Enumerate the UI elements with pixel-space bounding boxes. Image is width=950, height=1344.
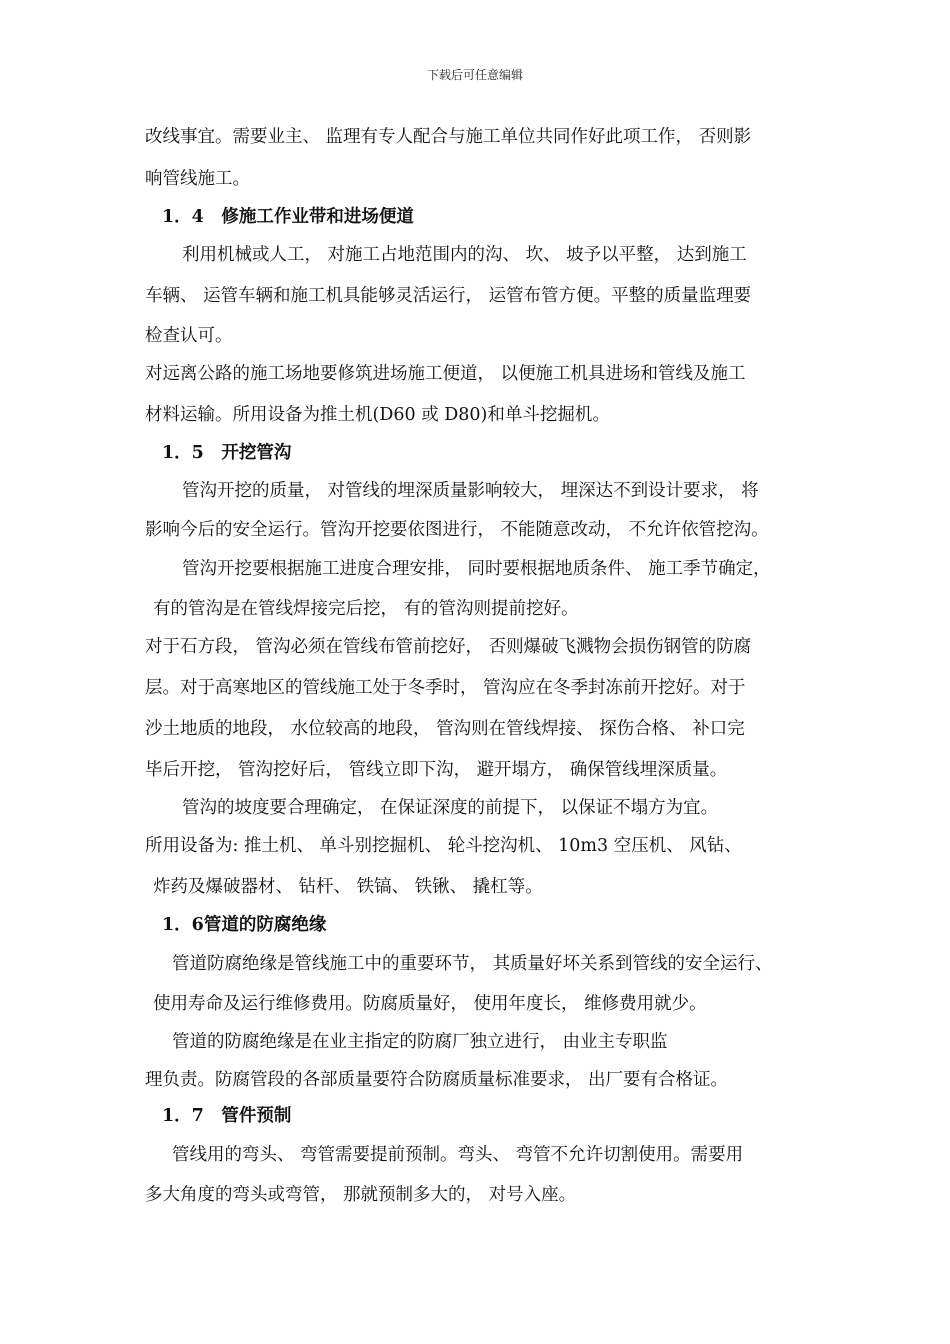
paragraph-line: 所用设备为: 推土机、 单斗别挖掘机、 轮斗挖沟机、 10m3 空压机、 风钻、 (145, 836, 742, 856)
paragraph-line: 沙土地质的地段， 水位较高的地段， 管沟则在管线焊接、 探伤合格、 补口完 (145, 719, 745, 739)
paragraph-line: 使用寿命及运行维修费用。防腐质量好， 使用年度长， 维修费用就少。 (153, 994, 707, 1014)
paragraph-line: 车辆、 运管车辆和施工机具能够灵活运行， 运管布管方便。平整的质量监理要 (145, 286, 752, 306)
paragraph-line: 材料运输。所用设备为推土机(D60 或 D80)和单斗挖掘机。 (145, 405, 610, 425)
paragraph-line: 炸药及爆破器材、 钻杆、 铁镐、 铁锹、 撬杠等。 (153, 877, 543, 897)
section-heading-1-4: 1．4 修施工作业带和进场便道 (162, 207, 414, 227)
paragraph-line: 管沟开挖的质量， 对管线的埋深质量影响较大， 埋深达不到设计要求， 将 (182, 481, 759, 501)
section-heading-1-7: 1．7 管件预制 (162, 1106, 292, 1126)
paragraph-line: 改线事宜。需要业主、 监理有专人配合与施工单位共同作好此项工作， 否则影 (145, 127, 752, 147)
paragraph-line: 响管线施工。 (145, 169, 250, 189)
page-header-note: 下载后可任意编辑 (426, 68, 523, 82)
paragraph-line: 对于石方段， 管沟必须在管线布管前挖好， 否则爆破飞溅物会损伤钢管的防腐 (145, 637, 752, 657)
paragraph-line: 检查认可。 (145, 326, 233, 346)
paragraph-line: 管道防腐绝缘是管线施工中的重要环节， 其质量好坏关系到管线的安全运行、 (172, 954, 773, 974)
paragraph-line: 管线用的弯头、 弯管需要提前预制。弯头、 弯管不允许切割使用。需要用 (172, 1145, 744, 1165)
paragraph-line: 管沟的坡度要合理确定， 在保证深度的前提下， 以保证不塌方为宜。 (182, 798, 719, 818)
section-heading-1-5: 1．5 开挖管沟 (162, 443, 292, 463)
paragraph-line: 毕后开挖， 管沟挖好后， 管线立即下沟， 避开塌方， 确保管线埋深质量。 (145, 760, 728, 780)
section-heading-1-6: 1．6管道的防腐绝缘 (162, 915, 327, 935)
paragraph-line: 理负责。防腐管段的各部质量要符合防腐质量标准要求， 出厂要有合格证。 (145, 1070, 729, 1090)
paragraph-line: 对远离公路的施工场地要修筑进场施工便道， 以便施工机具进场和管线及施工 (145, 364, 746, 384)
paragraph-line: 多大角度的弯头或弯管， 那就预制多大的， 对号入座。 (145, 1185, 577, 1205)
paragraph-line: 管道的防腐绝缘是在业主指定的防腐厂独立进行， 由业主专职监 (172, 1032, 668, 1052)
paragraph-line: 影响今后的安全运行。管沟开挖要依图进行， 不能随意改动， 不允许依管挖沟。 (145, 520, 769, 540)
paragraph-line: 有的管沟是在管线焊接完后挖， 有的管沟则提前挖好。 (153, 599, 579, 619)
paragraph-line: 管沟开挖要根据施工进度合理安排， 同时要根据地质条件、 施工季节确定， (182, 559, 771, 579)
paragraph-line: 层。对于高寒地区的管线施工处于冬季时， 管沟应在冬季封冻前开挖好。对于 (145, 678, 746, 698)
paragraph-line: 利用机械或人工， 对施工占地范围内的沟、 坎、 坡予以平整， 达到施工 (182, 245, 747, 265)
